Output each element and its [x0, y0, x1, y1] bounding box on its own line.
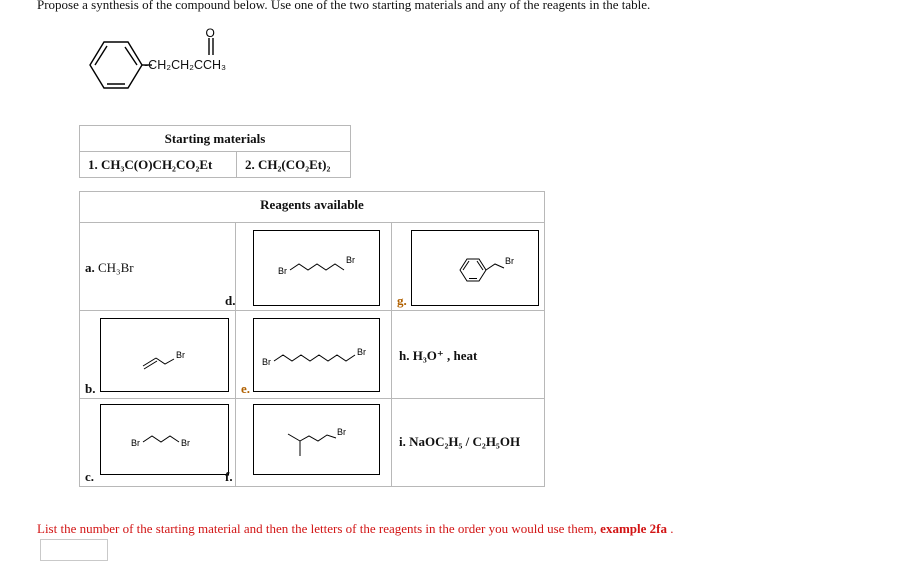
instruction-main: List the number of the starting material and then the letters of the reagents in the order you would use them,: [37, 521, 601, 536]
starting-material-2: [237, 152, 351, 178]
reagent-h-letter: h.: [399, 348, 410, 363]
reagent-d-br-left: Br: [278, 266, 287, 276]
target-chain: -CH₂CH₂CCH₃: [144, 58, 227, 72]
reagents-header: Reagents available: [80, 192, 545, 223]
reagent-g-structure: [411, 230, 539, 306]
reagent-cell-e: [236, 311, 392, 399]
reagent-g-br: Br: [505, 256, 514, 266]
reagent-i: [399, 434, 520, 450]
reagent-c-br-right: Br: [181, 438, 190, 448]
reagent-c-structure: [100, 404, 229, 475]
instruction-text: [37, 521, 673, 537]
reagent-a-letter: a.: [85, 260, 95, 275]
starting-material-1-number: 1.: [88, 156, 98, 172]
reagent-a-formula: CH₃Br: [98, 260, 134, 275]
reagent-cell-i: [392, 399, 545, 487]
reagent-f-structure: [253, 404, 380, 475]
reagent-f-letter: f.: [225, 469, 233, 484]
reagent-i-formula: NaOC₂H₅ / C₂H₅OH: [409, 434, 521, 449]
reagent-g-letter: g.: [397, 293, 407, 308]
reagent-cell-g: [392, 223, 545, 311]
reagent-f-br: Br: [337, 427, 346, 437]
reagent-cell-d: [225, 223, 392, 311]
reagent-d-structure: [253, 230, 380, 306]
reagent-cell-f: [225, 399, 392, 487]
reagent-b-letter: b.: [85, 381, 96, 396]
reagent-c-letter: c.: [85, 469, 95, 484]
reagent-b-br: Br: [176, 350, 185, 360]
prompt-text: Propose a synthesis of the compound below. Use one of the two starting materials and any of the reagents in the table.: [37, 0, 651, 12]
instruction-example: example 2fa: [600, 521, 667, 536]
starting-material-1-formula: CH₃C(O)CH₂CO₂Et: [101, 156, 213, 172]
reagent-i-letter: i.: [399, 434, 406, 449]
starting-material-1: [80, 152, 237, 178]
starting-materials-table: [79, 125, 351, 178]
reagent-e-structure: [253, 318, 380, 392]
reagent-cell-a: [80, 223, 236, 311]
reagent-d-letter: d.: [225, 293, 236, 308]
starting-materials-header: Starting materials: [80, 126, 351, 152]
reagent-e-br-right: Br: [357, 347, 366, 357]
reagent-cell-h: [392, 311, 545, 399]
reagent-b-structure: [100, 318, 229, 392]
reagents-table: [79, 191, 545, 487]
reagent-e-br-left: Br: [262, 357, 271, 367]
answer-input[interactable]: [40, 539, 108, 561]
target-oxygen: O: [205, 28, 215, 40]
reagent-a: [85, 260, 134, 276]
reagent-c-br-left: Br: [131, 438, 140, 448]
reagent-d-br-right: Br: [346, 255, 355, 265]
reagent-h-formula: H₃O⁺ , heat: [412, 348, 478, 363]
reagent-e-letter: e.: [241, 381, 251, 396]
instruction-suffix: .: [666, 521, 674, 536]
starting-material-2-number: 2.: [245, 156, 255, 172]
reagent-cell-c: [80, 399, 236, 487]
starting-material-2-formula: CH₂(CO₂Et)₂: [258, 156, 331, 172]
reagent-cell-b: [80, 311, 236, 399]
reagent-h: [399, 348, 477, 364]
